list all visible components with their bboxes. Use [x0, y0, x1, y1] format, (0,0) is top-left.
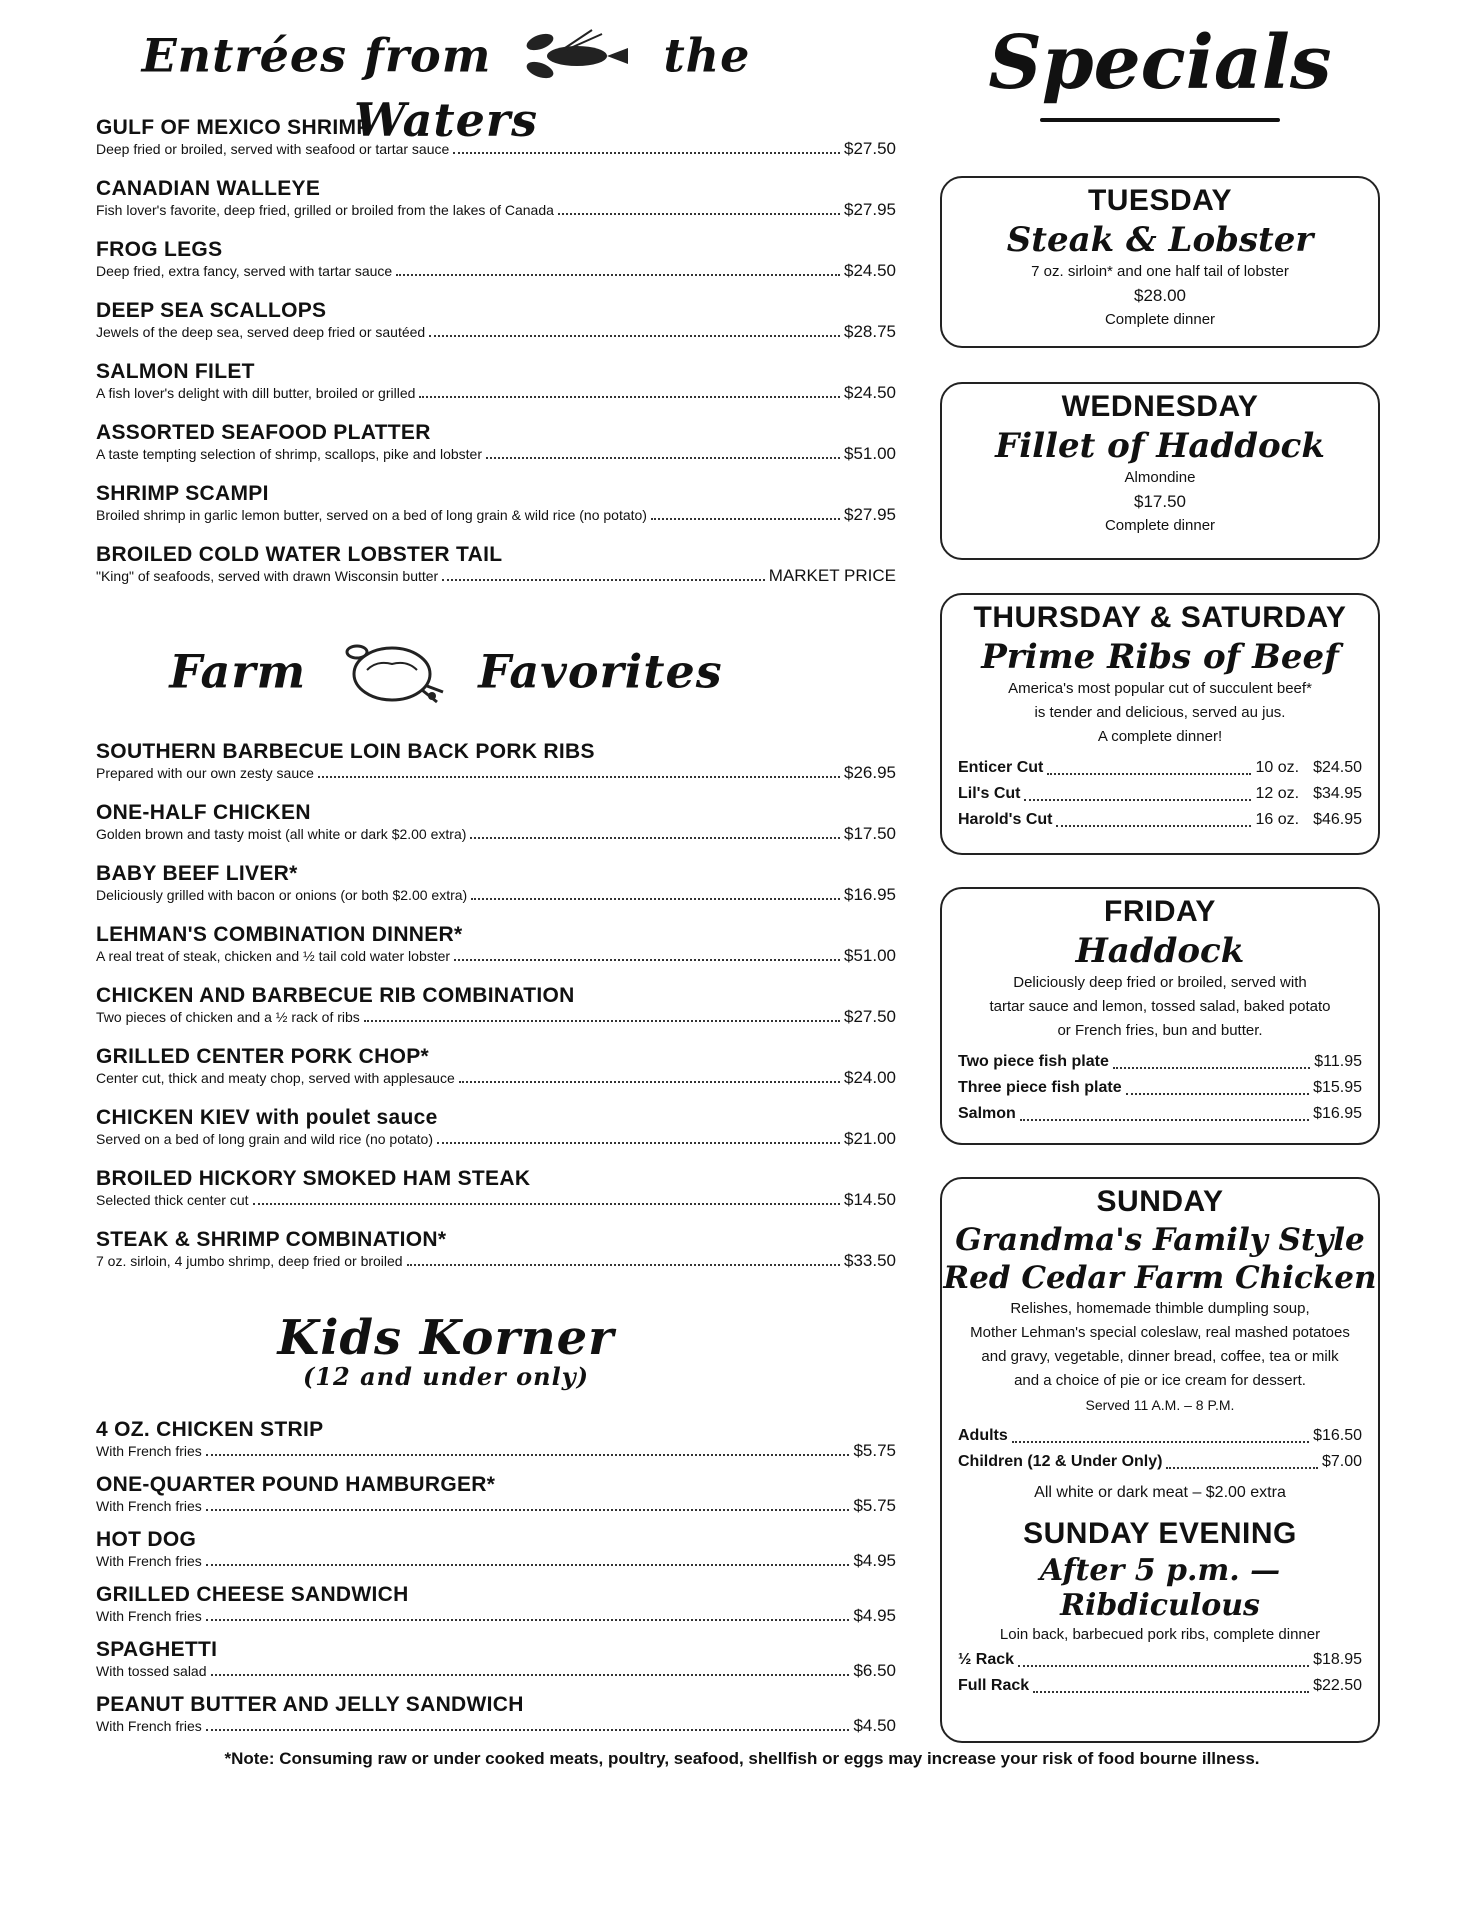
row-leader	[1024, 798, 1251, 801]
menu-item	[96, 1473, 896, 1515]
menu-item-leader	[206, 1728, 850, 1731]
menu-item-desc: Deliciously grilled with bacon or onions (or both $2.00 extra)	[96, 887, 468, 903]
sunday-line3: and gravy, vegetable, dinner bread, coffee, tea or milk	[981, 1348, 1339, 1365]
menu-item-desc: With French fries	[96, 1608, 202, 1624]
menu-item	[96, 923, 896, 965]
menu-item-price: $33.50	[844, 1251, 896, 1270]
row-label: Harold's Cut	[958, 811, 1053, 828]
menu-item-name: FROG LEGS	[96, 238, 223, 261]
menu-item-line	[96, 825, 896, 843]
menu-item-desc: A fish lover's delight with dill butter, broiled or grilled	[96, 385, 416, 401]
health-note: *Note: Consuming raw or under cooked meats, poultry, seafood, shellfish or eggs may increase your risk of food bourne illness.	[224, 1749, 1260, 1768]
menu-item-leader	[407, 1263, 840, 1266]
wednesday-note: Complete dinner	[1104, 517, 1216, 534]
menu-item	[96, 1418, 896, 1460]
row-label: Enticer Cut	[958, 759, 1044, 776]
thursday-row	[958, 781, 1362, 807]
friday-box	[940, 887, 1380, 1145]
sunday-rows	[958, 1423, 1362, 1475]
menu-item	[96, 116, 896, 158]
menu-item	[96, 862, 896, 904]
menu-item-line	[96, 1069, 896, 1087]
menu-item-leader	[437, 1141, 840, 1144]
row-price: $46.95	[1313, 811, 1362, 828]
menu-item-desc: A real treat of steak, chicken and ½ tail cold water lobster	[96, 948, 451, 964]
menu-item-leader	[442, 578, 765, 581]
menu-item-line	[96, 1191, 896, 1209]
menu-item-line	[96, 1717, 896, 1735]
specials-underline	[1040, 118, 1280, 122]
menu-item-name: DEEP SEA SCALLOPS	[96, 299, 327, 322]
menu-item-line	[96, 506, 896, 524]
menu-item-name: 4 OZ. CHICKEN STRIP	[96, 1418, 324, 1441]
menu-item	[96, 482, 896, 524]
sunday-day: SUNDAY	[1096, 1185, 1224, 1218]
sunday-extra: All white or dark meat – $2.00 extra	[1034, 1484, 1286, 1501]
waters-heading-left: Entrées from	[141, 28, 492, 83]
sunday-evening-dish: After 5 p.m. — Ribdiculous	[1039, 1553, 1281, 1623]
menu-item-line	[96, 1552, 896, 1570]
thursday-row	[958, 807, 1362, 833]
sunday-evening-rows	[958, 1647, 1362, 1699]
row-price: $16.95	[1313, 1105, 1362, 1122]
row-price: $34.95	[1313, 785, 1362, 802]
menu-item-price: $27.95	[844, 200, 896, 219]
menu-item	[96, 1583, 896, 1625]
wednesday-box	[940, 382, 1380, 560]
menu-item-price: $21.00	[844, 1129, 896, 1148]
friday-line1: Deliciously deep fried or broiled, served with	[1013, 974, 1307, 991]
menu-item-leader	[651, 517, 840, 520]
menu-item-leader	[558, 212, 840, 215]
row-price: $22.50	[1313, 1677, 1362, 1694]
menu-item-line	[96, 1442, 896, 1460]
thursday-rows	[958, 755, 1362, 833]
menu-item	[96, 421, 896, 463]
menu-item-line	[96, 323, 896, 341]
menu-item-leader	[453, 151, 840, 154]
menu-item-line	[96, 262, 896, 280]
menu-item-name: ASSORTED SEAFOOD PLATTER	[96, 421, 431, 444]
tuesday-price: $28.00	[1134, 286, 1186, 305]
menu-item-price: $51.00	[844, 444, 896, 463]
row-price: $15.95	[1313, 1079, 1362, 1096]
row-price: $11.95	[1314, 1053, 1362, 1070]
menu-item-desc: Selected thick center cut	[96, 1192, 249, 1208]
sunday-line2: Mother Lehman's special coleslaw, real mashed potatoes	[970, 1324, 1350, 1341]
menu-item-name: SALMON FILET	[96, 360, 255, 383]
row-size: 12 oz.	[1255, 785, 1300, 802]
thursday-line1: America's most popular cut of succulent beef*	[1008, 680, 1312, 697]
row-label: Salmon	[958, 1105, 1016, 1122]
sunday-dish-1: Grandma's Family Style	[955, 1222, 1365, 1258]
menu-item-line	[96, 764, 896, 782]
menu-item-name: LEHMAN'S COMBINATION DINNER*	[96, 923, 463, 946]
thursday-day: THURSDAY & SATURDAY	[973, 601, 1347, 634]
menu-item-desc: Two pieces of chicken and a ½ rack of ribs	[96, 1009, 360, 1025]
menu-item-price: $4.95	[853, 1606, 896, 1625]
menu-item-leader	[206, 1618, 850, 1621]
menu-item-name: GRILLED CHEESE SANDWICH	[96, 1583, 409, 1606]
tuesday-note: Complete dinner	[1104, 311, 1216, 328]
sunday-dish-2: Red Cedar Farm Chicken	[943, 1260, 1377, 1296]
row-leader	[1166, 1466, 1317, 1469]
menu-item-name: ONE-HALF CHICKEN	[96, 801, 311, 824]
kids-title: Kids Korner	[277, 1310, 615, 1366]
menu-item-line	[96, 567, 896, 585]
menu-item-desc: With French fries	[96, 1553, 202, 1569]
kids-heading	[96, 1310, 796, 1391]
menu-item	[96, 177, 896, 219]
row-label: Three piece fish plate	[958, 1079, 1122, 1096]
menu-item-name: ONE-QUARTER POUND HAMBURGER*	[96, 1473, 496, 1496]
menu-item-price: $27.95	[844, 505, 896, 524]
thursday-row	[958, 755, 1362, 781]
menu-item-leader	[471, 897, 840, 900]
row-label: Children (12 & Under Only)	[958, 1453, 1163, 1470]
menu-item-desc: Golden brown and tasty moist (all white or dark $2.00 extra)	[96, 826, 467, 842]
row-label: Lil's Cut	[958, 785, 1021, 802]
menu-item-desc: 7 oz. sirloin, 4 jumbo shrimp, deep fried or broiled	[96, 1253, 403, 1269]
thursday-line2: is tender and delicious, served au jus.	[1034, 704, 1286, 721]
menu-item-name: GRILLED CENTER PORK CHOP*	[96, 1045, 430, 1068]
menu-item-leader	[206, 1453, 850, 1456]
menu-item-desc: A taste tempting selection of shrimp, scallops, pike and lobster	[96, 446, 482, 462]
menu-item-line	[96, 1662, 896, 1680]
menu-item-price: $24.00	[844, 1068, 896, 1087]
row-leader	[1047, 772, 1251, 775]
row-label: Full Rack	[958, 1677, 1030, 1694]
menu-item	[96, 1045, 896, 1087]
menu-item-desc: Center cut, thick and meaty chop, served with applesauce	[96, 1070, 455, 1086]
menu-item-leader	[206, 1508, 850, 1511]
row-size: 10 oz.	[1255, 759, 1300, 776]
menu-item-line	[96, 1008, 896, 1026]
row-price: $18.95	[1313, 1651, 1362, 1668]
menu-item-name: BROILED COLD WATER LOBSTER TAIL	[96, 543, 503, 566]
lobster-icon	[522, 26, 632, 93]
menu-item-price: $4.50	[853, 1716, 896, 1735]
menu-item-leader	[211, 1673, 850, 1676]
sunday-served: Served 11 A.M. – 8 P.M.	[1085, 1397, 1235, 1413]
row-size: 16 oz.	[1255, 811, 1300, 828]
menu-item-line	[96, 1130, 896, 1148]
menu-item-line	[96, 1607, 896, 1625]
menu-item-price: $27.50	[844, 139, 896, 158]
row-leader	[1018, 1664, 1309, 1667]
sunday-evening-day: SUNDAY EVENING	[1023, 1517, 1297, 1550]
menu-item-price: $14.50	[844, 1190, 896, 1209]
menu-item-line	[96, 445, 896, 463]
friday-rows	[958, 1049, 1362, 1127]
row-leader	[1113, 1066, 1310, 1069]
menu-item	[96, 740, 896, 782]
tuesday-desc: 7 oz. sirloin* and one half tail of lobster	[1031, 263, 1289, 280]
menu-item-leader	[454, 958, 840, 961]
row-leader	[1020, 1118, 1309, 1121]
sunday-row	[958, 1423, 1362, 1449]
friday-line3: or French fries, bun and butter.	[1057, 1022, 1263, 1039]
menu-item-name: GULF OF MEXICO SHRIMP	[96, 116, 371, 139]
row-label: Adults	[958, 1427, 1008, 1444]
menu-item-leader	[429, 334, 840, 337]
menu-item-price: $24.50	[844, 261, 896, 280]
menu-item-price: $17.50	[844, 824, 896, 843]
menu-item-line	[96, 1497, 896, 1515]
friday-line2: tartar sauce and lemon, tossed salad, baked potato	[989, 998, 1331, 1015]
menu-item	[96, 1106, 896, 1148]
row-leader	[1126, 1092, 1309, 1095]
friday-day: FRIDAY	[1104, 895, 1216, 928]
waters-heading-right: the Waters	[353, 28, 751, 147]
thursday-line3: A complete dinner!	[1097, 728, 1223, 745]
menu-item-name: STEAK & SHRIMP COMBINATION*	[96, 1228, 447, 1251]
sunday-evening-row	[958, 1647, 1362, 1673]
menu-item-desc: "King" of seafoods, served with drawn Wisconsin butter	[96, 568, 439, 584]
menu-item-line	[96, 384, 896, 402]
menu-item-price: $27.50	[844, 1007, 896, 1026]
friday-row	[958, 1075, 1362, 1101]
row-price: $16.50	[1313, 1427, 1362, 1444]
row-label: ½ Rack	[958, 1651, 1015, 1668]
menu-item-desc: With tossed salad	[96, 1663, 207, 1679]
menu-item	[96, 543, 896, 585]
specials-title: Specials	[988, 20, 1332, 106]
sunday-row	[958, 1449, 1362, 1475]
menu-item	[96, 1638, 896, 1680]
wednesday-desc: Almondine	[1124, 469, 1196, 486]
sunday-line4: and a choice of pie or ice cream for dessert.	[1014, 1372, 1306, 1389]
menu-item-leader	[419, 395, 840, 398]
menu-item-leader	[470, 836, 840, 839]
menu-item	[96, 238, 896, 280]
menu-item-leader	[364, 1019, 840, 1022]
menu-item-line	[96, 1252, 896, 1270]
menu-item-price: $24.50	[844, 383, 896, 402]
menu-item-name: CHICKEN AND BARBECUE RIB COMBINATION	[96, 984, 575, 1007]
farm-heading	[96, 630, 796, 721]
menu-item-name: SPAGHETTI	[96, 1638, 218, 1661]
menu-item-desc: With French fries	[96, 1718, 202, 1734]
menu-item-price: $16.95	[844, 885, 896, 904]
wednesday-price: $17.50	[1134, 492, 1186, 511]
menu-item	[96, 1528, 896, 1570]
friday-dish: Haddock	[1075, 931, 1245, 971]
farm-heading-right: Favorites	[478, 644, 723, 699]
menu-item-name: SHRIMP SCAMPI	[96, 482, 269, 505]
menu-item-price: MARKET PRICE	[768, 566, 896, 585]
kids-subtitle: (12 and under only)	[302, 1362, 590, 1391]
menu-item-desc: Jewels of the deep sea, served deep fried or sautéed	[96, 324, 426, 340]
menu-item	[96, 801, 896, 843]
row-leader	[1012, 1440, 1309, 1443]
tuesday-box	[940, 176, 1380, 348]
menu-item	[96, 360, 896, 402]
menu-item-name: CHICKEN KIEV with poulet sauce	[96, 1106, 438, 1129]
menu-item-line	[96, 140, 896, 158]
menu-item-leader	[206, 1563, 850, 1566]
menu-item-price: $4.95	[853, 1551, 896, 1570]
menu-item-desc: Served on a bed of long grain and wild rice (no potato)	[96, 1131, 433, 1147]
menu-item-desc: Fish lover's favorite, deep fried, grilled or broiled from the lakes of Canada	[96, 202, 554, 218]
thursday-dish: Prime Ribs of Beef	[981, 637, 1339, 677]
menu-item-price: $51.00	[844, 946, 896, 965]
row-label: Two piece fish plate	[958, 1053, 1109, 1070]
menu-item-name: SOUTHERN BARBECUE LOIN BACK PORK RIBS	[96, 740, 595, 763]
menu-item	[96, 299, 896, 341]
menu-item	[96, 1228, 896, 1270]
sunday-evening-desc: Loin back, barbecued pork ribs, complete dinner	[999, 1626, 1321, 1643]
tuesday-day: TUESDAY	[1087, 184, 1233, 217]
tuesday-dish: Steak & Lobster	[1006, 220, 1314, 260]
farm-heading-left: Farm	[169, 644, 307, 699]
friday-row	[958, 1101, 1362, 1127]
menu-item-name: BABY BEEF LIVER*	[96, 862, 298, 885]
menu-item-desc: With French fries	[96, 1498, 202, 1514]
wednesday-dish: Fillet of Haddock	[995, 426, 1325, 466]
menu-item-desc: Deep fried, extra fancy, served with tartar sauce	[96, 263, 393, 279]
menu-item-desc: Broiled shrimp in garlic lemon butter, served on a bed of long grain & wild rice (no potato)	[96, 507, 647, 523]
menu-item-name: CANADIAN WALLEYE	[96, 177, 321, 200]
menu-item-line	[96, 886, 896, 904]
thursday-box	[940, 593, 1380, 855]
menu-item-price: $26.95	[844, 763, 896, 782]
sunday-evening-row	[958, 1673, 1362, 1699]
row-leader	[1056, 824, 1251, 827]
menu-item-price: $6.50	[853, 1661, 896, 1680]
menu-item	[96, 1693, 896, 1735]
menu-item-leader	[486, 456, 840, 459]
menu-item-leader	[318, 775, 840, 778]
row-price: $7.00	[1321, 1453, 1362, 1470]
menu-item-desc: With French fries	[96, 1443, 202, 1459]
menu-item	[96, 984, 896, 1026]
friday-row	[958, 1049, 1362, 1075]
sunday-box	[940, 1177, 1380, 1743]
menu-item-leader	[396, 273, 840, 276]
menu-item-desc: Deep fried or broiled, served with seafood or tartar sauce	[96, 141, 450, 157]
sunday-line1: Relishes, homemade thimble dumpling soup,	[1010, 1300, 1310, 1317]
menu-item-price: $28.75	[844, 322, 896, 341]
wednesday-day: WEDNESDAY	[1061, 390, 1259, 423]
menu-item	[96, 1167, 896, 1209]
row-price: $24.50	[1313, 759, 1362, 776]
menu-item-desc: Prepared with our own zesty sauce	[96, 765, 314, 781]
menu-item-name: HOT DOG	[96, 1528, 197, 1551]
menu-item-name: BROILED HICKORY SMOKED HAM STEAK	[96, 1167, 531, 1190]
menu-item-leader	[253, 1202, 840, 1205]
menu-item-price: $5.75	[853, 1496, 896, 1515]
turkey-icon	[337, 630, 447, 721]
menu-item-line	[96, 201, 896, 219]
menu-item-name: PEANUT BUTTER AND JELLY SANDWICH	[96, 1693, 524, 1716]
menu-item-price: $5.75	[853, 1441, 896, 1460]
menu-item-line	[96, 947, 896, 965]
menu-item-leader	[459, 1080, 840, 1083]
row-leader	[1033, 1690, 1309, 1693]
